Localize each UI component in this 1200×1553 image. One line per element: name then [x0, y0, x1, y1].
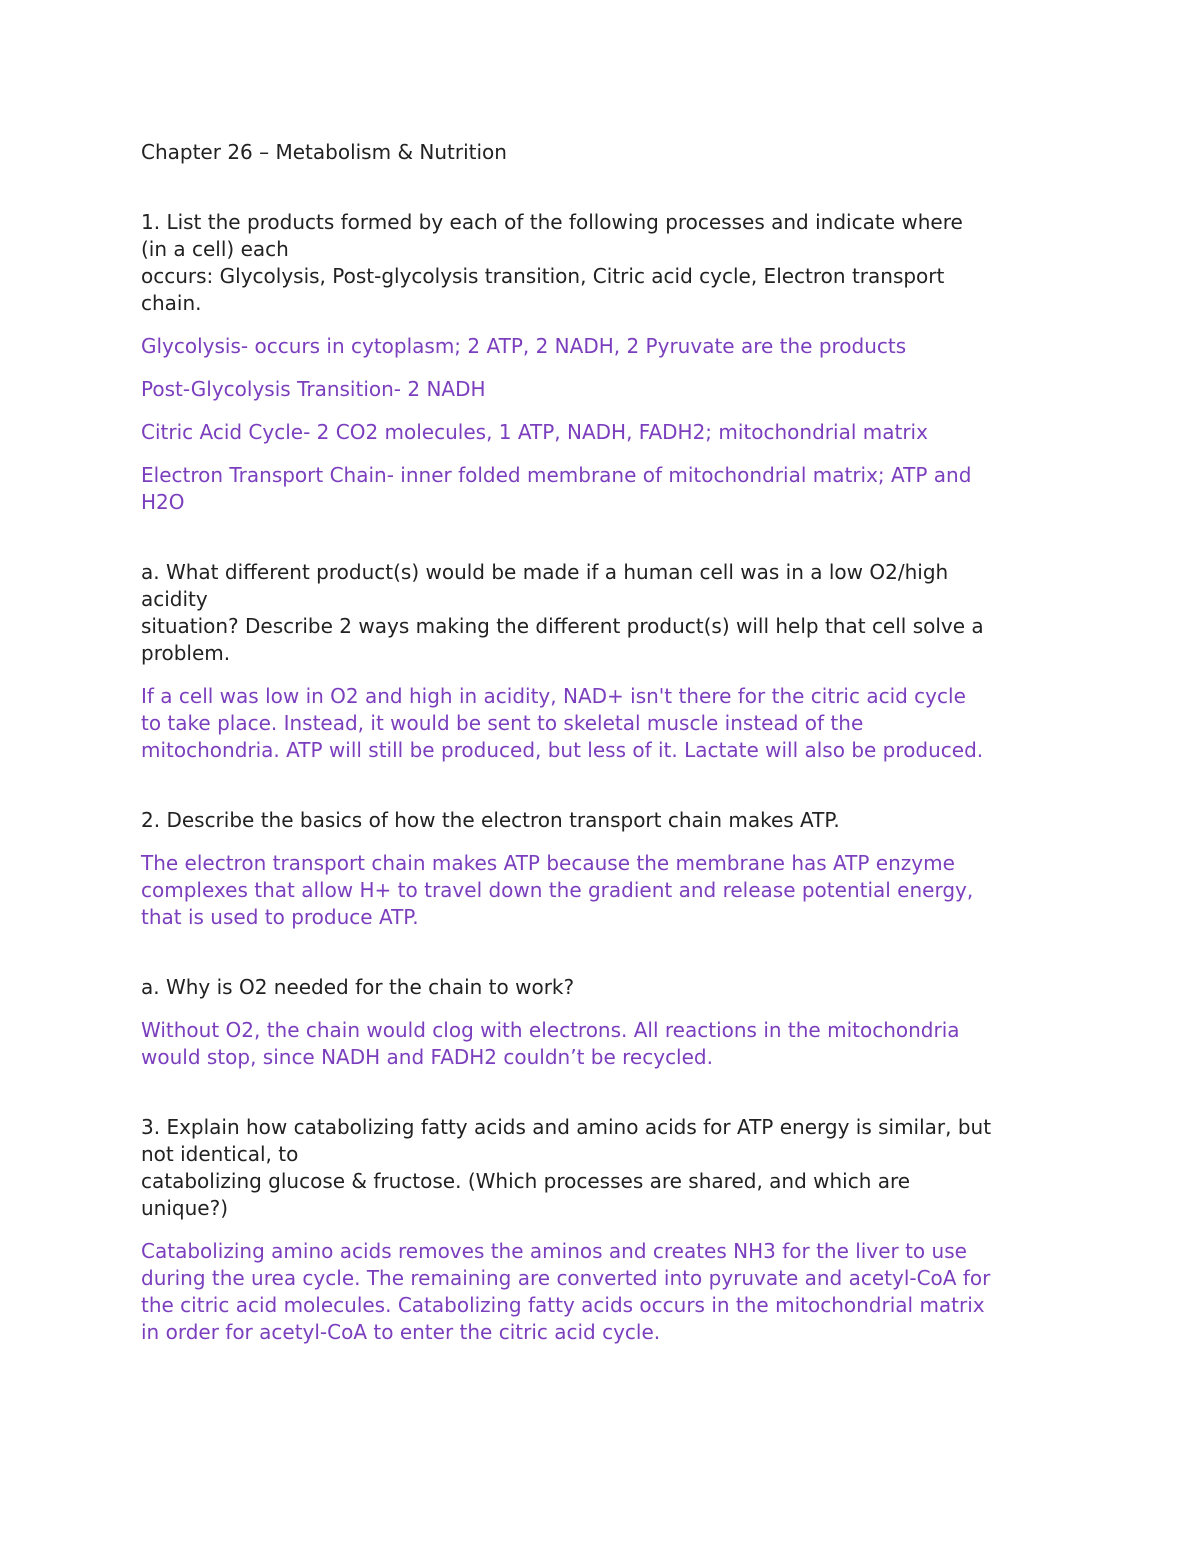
question-1a-line-1: a. What different product(s) would be made if a human cell was in a low O2/high [141, 560, 949, 584]
question-1-line-4: chain. [141, 291, 202, 315]
question-3-line-1: 3. Explain how catabolizing fatty acids and amino acids for ATP energy is similar, but [141, 1115, 992, 1139]
answer-1-post-glycolysis: Post-Glycolysis Transition- 2 NADH [141, 377, 486, 401]
question-2a: a. Why is O2 needed for the chain to work? [141, 975, 575, 999]
question-3-line-3: catabolizing glucose & fructose. (Which processes are shared, and which are [141, 1169, 911, 1193]
answer-3-line-3: the citric acid molecules. Catabolizing fatty acids occurs in the mitochondrial matrix [141, 1293, 985, 1317]
answer-3-line-2: during the urea cycle. The remaining are converted into pyruvate and acetyl-CoA for [141, 1266, 991, 1290]
answer-2a [141, 1017, 1066, 1071]
question-1a-line-4: problem. [141, 641, 231, 665]
question-1-line-2: (in a cell) each [141, 237, 289, 261]
answer-2-line-3: that is used to produce ATP. [141, 905, 419, 929]
answer-3-line-1: Catabolizing amino acids removes the aminos and creates NH3 for the liver to use [141, 1239, 967, 1263]
document-page [141, 139, 1066, 1346]
answer-1-etc-line-1: Electron Transport Chain- inner folded membrane of mitochondrial matrix; ATP and [141, 463, 972, 487]
question-1-line-1: 1. List the products formed by each of the following processes and indicate where [141, 210, 963, 234]
answer-1a-line-1: If a cell was low in O2 and high in acidity, NAD+ isn't there for the citric acid cycle [141, 684, 966, 708]
question-1-line-3: occurs: Glycolysis, Post-glycolysis transition, Citric acid cycle, Electron transport [141, 264, 945, 288]
answer-1a-line-3: mitochondria. ATP will still be produced, but less of it. Lactate will also be produced. [141, 738, 984, 762]
answer-3 [141, 1238, 1066, 1346]
question-1a-line-2: acidity [141, 587, 208, 611]
answer-1-citric-acid-cycle: Citric Acid Cycle- 2 CO2 molecules, 1 ATP, NADH, FADH2; mitochondrial matrix [141, 420, 928, 444]
question-3-line-2: not identical, to [141, 1142, 299, 1166]
question-1a-line-3: situation? Describe 2 ways making the different product(s) will help that cell solve a [141, 614, 984, 638]
answer-1-etc-line-2: H2O [141, 490, 185, 514]
answer-1a [141, 683, 1066, 764]
question-3 [141, 1114, 1066, 1222]
answer-3-line-4: in order for acetyl-CoA to enter the citric acid cycle. [141, 1320, 661, 1344]
answer-2a-line-2: would stop, since NADH and FADH2 couldn’t be recycled. [141, 1045, 713, 1069]
answer-1a-line-2: to take place. Instead, it would be sent to skeletal muscle instead of the [141, 711, 864, 735]
answer-2a-line-1: Without O2, the chain would clog with electrons. All reactions in the mitochondria [141, 1018, 960, 1042]
page-title: Chapter 26 – Metabolism & Nutrition [141, 140, 507, 164]
answer-2 [141, 850, 1066, 931]
answer-1-electron-transport [141, 462, 1066, 516]
answer-2-line-2: complexes that allow H+ to travel down the gradient and release potential energy, [141, 878, 974, 902]
question-3-line-4: unique?) [141, 1196, 229, 1220]
answer-2-line-1: The electron transport chain makes ATP because the membrane has ATP enzyme [141, 851, 955, 875]
answer-1-glycolysis: Glycolysis- occurs in cytoplasm; 2 ATP, 2 NADH, 2 Pyruvate are the products [141, 334, 907, 358]
question-1 [141, 209, 1066, 317]
question-2: 2. Describe the basics of how the electron transport chain makes ATP. [141, 808, 840, 832]
question-1a [141, 559, 1066, 667]
